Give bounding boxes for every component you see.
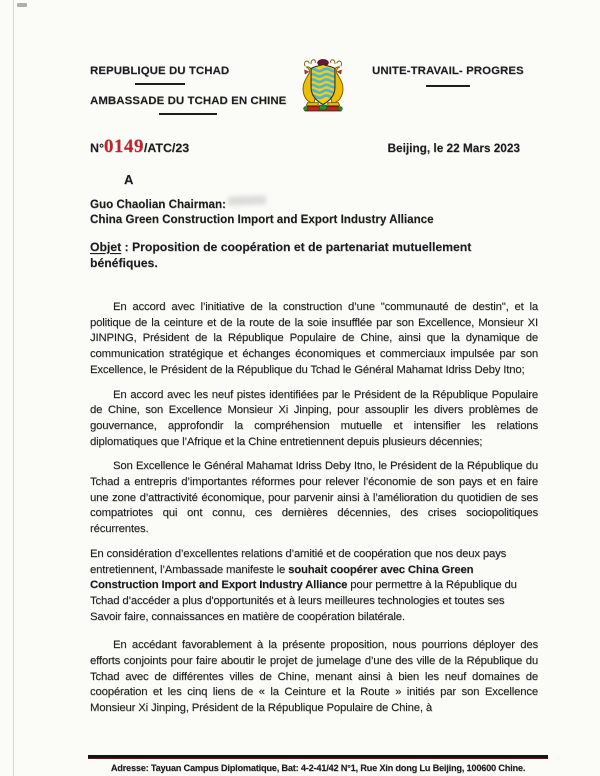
reference-stamped-number: 0149 bbox=[103, 136, 144, 157]
scan-edge-artifact bbox=[13, 0, 14, 776]
reference-row bbox=[90, 136, 520, 158]
paragraph-1: En accord avec l’initiative de la construction d’une "communauté de destin", et la politique de la ceinture et de la route de la soie insufflée par son Excellence, Monsieur XI JINPING, Président de la République Populaire de Chine, ainsi que la dynamique de communication stratégique et échanges économiques et commerciaux impulsée par son Excellence, le Président de la République du Tchad le Général Mahamat Idriss Deby Itno; bbox=[90, 301, 538, 376]
letterhead-rule-2 bbox=[159, 113, 217, 115]
chad-coat-of-arms-graphic bbox=[286, 55, 360, 117]
reference-suffix: /ATC/23 bbox=[143, 141, 190, 155]
letter-body bbox=[90, 300, 538, 717]
subject-colon: : bbox=[121, 240, 132, 254]
paragraph-4-pre: En considération d’excellentes relations d’amitié et de coopération que nos deux pays entretiennent, l’Ambassade manifeste le bbox=[90, 547, 507, 576]
recipient-name: Guo Chaolian Chairman: bbox=[90, 198, 226, 211]
letterhead-embassy-group bbox=[90, 94, 286, 115]
letterhead-country-group bbox=[90, 64, 229, 85]
letterhead-left bbox=[90, 64, 286, 124]
subject-text: Proposition de coopération et de partenariat mutuellement bénéfiques. bbox=[90, 240, 472, 270]
recipient-organization: China Green Construction Import and Export Industry Alliance bbox=[90, 212, 434, 226]
letterhead-right bbox=[372, 64, 524, 96]
letterhead-embassy: AMBASSADE DU TCHAD EN CHINE bbox=[90, 95, 287, 107]
paragraph-5: En accédant favorablement à la présente proposition, nous pourrions déployer des efforts conjoints pour faire aboutir le projet de jumelage d’une des ville de la République du Tchad avec de différentes villes de Chine, menant ainsi à bien les neuf domaines de coopération et les cinq liens de « la Ceinture et la Route » initiés par son Excellence Monsieur Xi Jinping, Président de la République Populaire de Chine, à bbox=[90, 639, 538, 715]
reference-prefix: N° bbox=[90, 141, 104, 155]
date-line: Beijing, le 22 Mars 2023 bbox=[387, 141, 520, 155]
letterhead-motto-group bbox=[372, 64, 524, 87]
footer-address: Adresse: Tayuan Campus Diplomatique, Bat: 4-2-41/42 N°1, Rue Xin dong Lu Beijing, 100600 Chine. bbox=[110, 763, 526, 773]
letterhead-rule-3 bbox=[426, 85, 470, 87]
letterhead-motto: UNITE-TRAVAIL- PROGRES bbox=[372, 65, 524, 77]
recipient-block bbox=[90, 198, 434, 227]
paragraph-4-bold-alliance: souhait coopérer avec China Green Construction Import and Export Industry Alliance bbox=[90, 563, 474, 592]
paragraph-4 bbox=[90, 547, 538, 626]
subject-line bbox=[90, 240, 534, 272]
footer-rule bbox=[88, 755, 548, 759]
scan-corner-mark-artifact bbox=[17, 3, 27, 7]
reference-number bbox=[90, 136, 189, 158]
subject-label: Objet bbox=[90, 240, 122, 254]
paragraph-4-post: pour permettre à la République du Tchad d’accéder a plus d'opportunités et à leurs meilleures technologies et toutes ses Savoir faire, connaissances en matière de coopération bilatérale. bbox=[90, 579, 517, 623]
letterhead-country: REPUBLIQUE DU TCHAD bbox=[90, 65, 230, 77]
paragraph-2: En accord avec les neuf pistes identifiées par le Président de la République Populaire de Chine, son Excellence Monsieur Xi Jinping, pour assouplir les divers problèmes de gouvernance, approfondir la compréhension mutuelle et intensifier les relations diplomatiques que l’Afrique et la Chine entretiennent depuis plusieurs décennies; bbox=[90, 388, 538, 448]
addressee-marker: A bbox=[124, 172, 134, 187]
letterhead-rule-1 bbox=[135, 83, 185, 85]
chad-coat-of-arms bbox=[286, 55, 360, 117]
paragraph-3: Son Excellence le Général Mahamat Idriss Deby Itno, le Président de la République du Tchad a entrepris d’importantes réformes pour relever l’économie de son pays et en faire une zone d’attractivité économique, pour parvenir ainsi à l’amélioration du quotidien de ses compatriotes qui ont connu, ces dernières décennies, des crises sociopolitiques récurrentes. bbox=[90, 460, 538, 536]
